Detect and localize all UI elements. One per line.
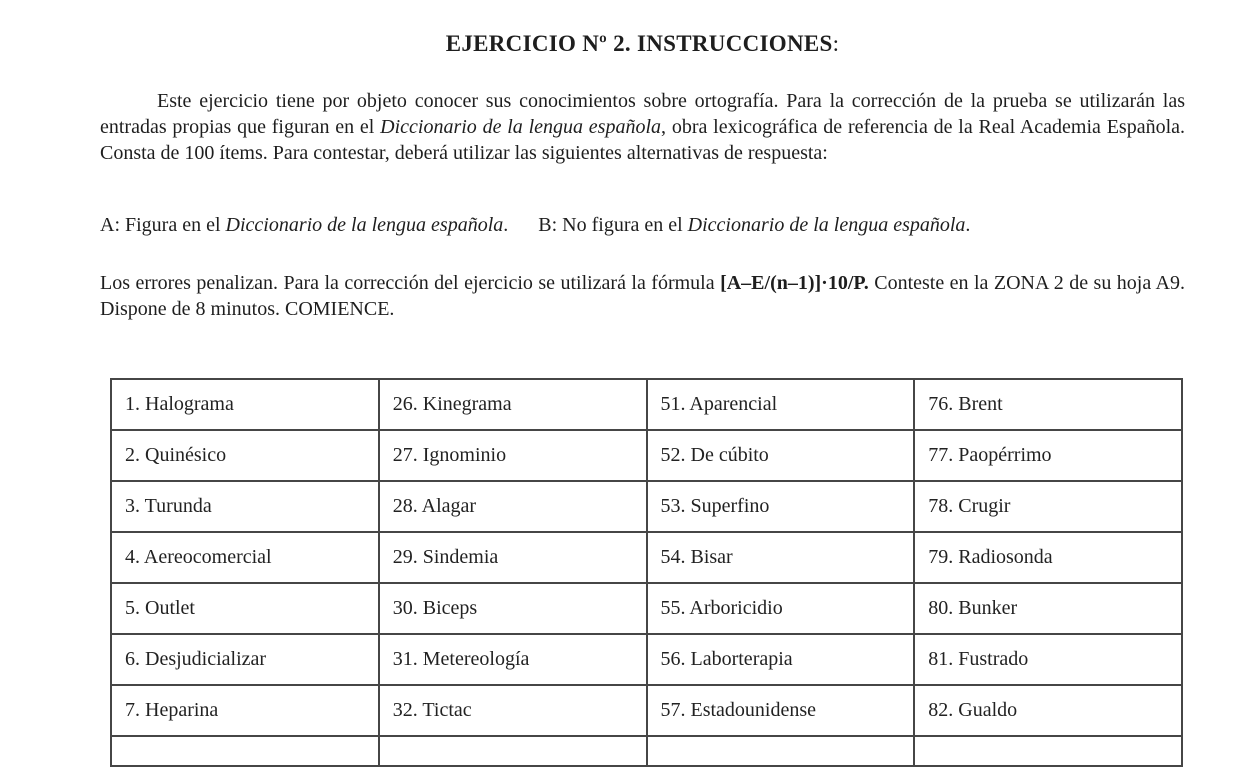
word-cell-empty [379, 736, 647, 766]
word-cell: 80. Bunker [914, 583, 1182, 634]
word-cell: 27. Ignominio [379, 430, 647, 481]
answer-options-line [100, 212, 1185, 238]
scoring-text-2: Conteste en la ZONA 2 de su hoja A9. Dispone de 8 minutos. COMIENCE. [100, 272, 1185, 320]
table-row [111, 634, 1182, 685]
word-cell: 57. Estadounidense [647, 685, 915, 736]
word-cell: 53. Superfino [647, 481, 915, 532]
intro-text-1: Este ejercicio tiene por objeto conocer sus conocimientos sobre ortografía. Para la corrección de la prueba se utilizarán las entradas propias que figuran en el [100, 90, 1185, 138]
word-cell: 32. Tictac [379, 685, 647, 736]
word-table-partial-body [111, 736, 1182, 766]
table-row [111, 430, 1182, 481]
word-cell: 78. Crugir [914, 481, 1182, 532]
word-table [110, 378, 1183, 767]
title-text: EJERCICIO Nº 2. INSTRUCCIONES [445, 31, 833, 56]
word-cell-empty [111, 736, 379, 766]
table-row [111, 532, 1182, 583]
option-a-prefix: A: Figura en el [100, 214, 226, 236]
option-a [100, 214, 508, 236]
word-cell: 5. Outlet [111, 583, 379, 634]
scoring-paragraph [100, 270, 1185, 322]
word-cell: 76. Brent [914, 379, 1182, 430]
word-cell: 26. Kinegrama [379, 379, 647, 430]
word-cell: 81. Fustrado [914, 634, 1182, 685]
word-cell: 4. Aereocomercial [111, 532, 379, 583]
word-table-body [111, 379, 1182, 736]
option-b-italic-dictionary: Diccionario de la lengua española [687, 214, 966, 236]
option-b-suffix: . [965, 214, 971, 236]
word-cell: 55. Arboricidio [647, 583, 915, 634]
option-a-italic-dictionary: Diccionario de la lengua española [225, 214, 504, 236]
table-row [111, 481, 1182, 532]
intro-text-2: , obra lexicográfica de referencia de la Real Academia Española. Consta de 100 ítems. Para contestar, deberá utilizar las siguientes alternativas de respuesta: [100, 116, 1186, 164]
word-cell: 52. De cúbito [647, 430, 915, 481]
word-cell-empty [914, 736, 1182, 766]
word-cell: 29. Sindemia [379, 532, 647, 583]
table-row [111, 583, 1182, 634]
partial-table-row [111, 736, 1182, 766]
word-cell: 31. Metereología [379, 634, 647, 685]
word-cell: 54. Bisar [647, 532, 915, 583]
word-cell: 56. Laborterapia [647, 634, 915, 685]
word-cell: 3. Turunda [111, 481, 379, 532]
word-cell: 30. Biceps [379, 583, 647, 634]
option-a-suffix: . [503, 214, 509, 236]
word-cell: 6. Desjudicializar [111, 634, 379, 685]
word-cell-empty [647, 736, 915, 766]
scoring-text-1: Los errores penalizan. Para la corrección del ejercicio se utilizará la fórmula [100, 272, 721, 294]
scoring-formula: [A–E/(n–1)]·10/P. [720, 272, 869, 294]
option-b [538, 214, 970, 236]
intro-italic-dictionary: Diccionario de la lengua española [380, 116, 662, 138]
word-cell: 7. Heparina [111, 685, 379, 736]
word-cell: 79. Radiosonda [914, 532, 1182, 583]
word-cell: 51. Aparencial [647, 379, 915, 430]
word-cell: 82. Gualdo [914, 685, 1182, 736]
word-cell: 28. Alagar [379, 481, 647, 532]
title-colon: : [832, 31, 840, 56]
table-row [111, 685, 1182, 736]
word-cell: 77. Paopérrimo [914, 430, 1182, 481]
document-title [100, 30, 1185, 58]
intro-paragraph [100, 88, 1185, 166]
option-b-prefix: B: No figura en el [538, 214, 688, 236]
word-cell: 1. Halograma [111, 379, 379, 430]
table-row [111, 379, 1182, 430]
word-cell: 2. Quinésico [111, 430, 379, 481]
